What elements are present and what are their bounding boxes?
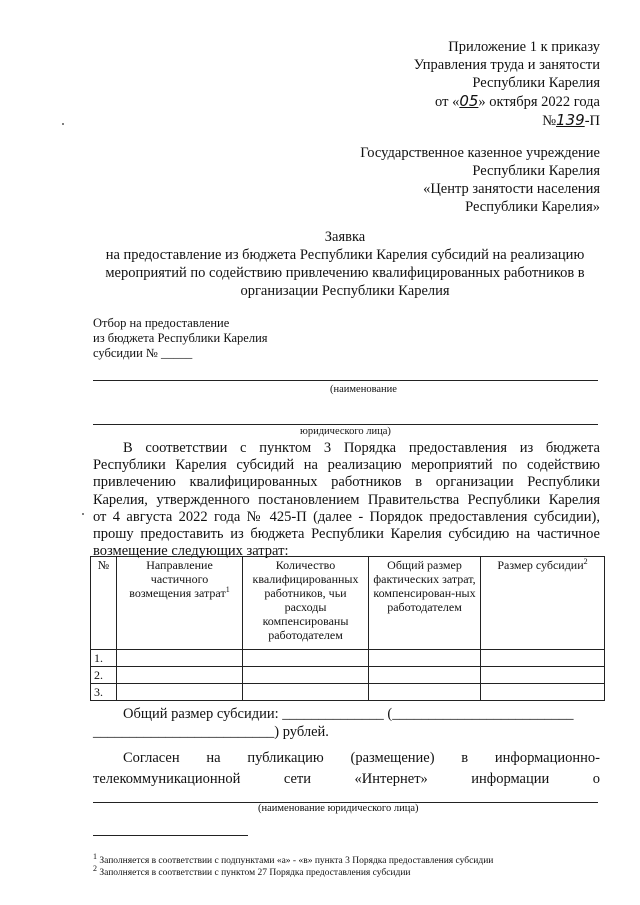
paragraph-line: от 4 августа 2022 года № 425-П (далее - Порядок предоставления субсидии), [93, 508, 600, 525]
table-cell[interactable] [243, 650, 369, 667]
paragraph-line: прошу предоставить из бюджета Республики Карелия субсидию на частичное [93, 526, 600, 543]
date-prefix: от « [435, 94, 460, 110]
consent-line-2: телекоммуникационной сети «Интернет» информации о [93, 771, 600, 787]
table-cell[interactable] [117, 650, 243, 667]
paragraph-line: привлечению квалифицированных работников в организации Республики [93, 474, 600, 491]
paragraph-line: Карелия, утвержденного постановлением Правительства Республики Карелия [93, 491, 600, 508]
request-paragraph [93, 440, 600, 560]
table-cell[interactable] [369, 684, 481, 701]
addressee-line-4: Республики Карелия» [465, 199, 600, 215]
order-appendix-header [414, 38, 600, 130]
name-underline-1 [93, 380, 598, 381]
footnote-1: $^1$ Заполняется в соответствии с подпунктами «а» - «в» пункта 3 Порядка предоставления субсидии [93, 851, 494, 866]
handwritten-number: 139 [556, 111, 585, 129]
table-cell[interactable] [117, 684, 243, 701]
order-date-line [414, 92, 600, 111]
handwritten-day: 05 [459, 92, 479, 110]
scan-speck [82, 513, 84, 515]
addressee-line-3: «Центр занятости населения [423, 181, 600, 197]
table-header-row [91, 557, 605, 650]
table-cell[interactable] [243, 684, 369, 701]
number-suffix: -П [584, 113, 600, 129]
table-cell[interactable] [243, 667, 369, 684]
selection-line-3: субсидии № _____ [93, 346, 193, 360]
title-word: Заявка [324, 229, 366, 245]
header-count: Количество квалифицированных работников, чьи расходы компенсированы работодателем [243, 557, 369, 650]
table-cell[interactable] [481, 650, 605, 667]
footnote-separator [93, 835, 248, 836]
appendix-line: Приложение 1 к приказу [448, 39, 600, 55]
selection-line-1: Отбор на предоставление [93, 316, 230, 330]
addressee-line-1: Государственное казенное учреждение [360, 145, 600, 161]
paragraph-line: В соответствии с пунктом 3 Порядка предоставления из бюджета [123, 440, 600, 456]
title-line-3: мероприятий по содействию привлечению квалифицированных работников в [105, 265, 585, 281]
name-underline-2 [93, 424, 598, 425]
addressee-line-2: Республики Карелия [472, 163, 600, 179]
paragraph-line: возмещение следующих затрат: [93, 543, 289, 560]
department-line: Управления труда и занятости [413, 57, 600, 73]
header-num: № [91, 557, 117, 650]
table-row [91, 684, 605, 701]
title-line-4: организации Республики Карелия [240, 283, 450, 299]
name-caption-1: (наименование [330, 384, 397, 395]
selection-block [93, 316, 268, 361]
footnotes-block [93, 851, 494, 879]
table-cell[interactable] [369, 667, 481, 684]
date-suffix: » октября 2022 года [478, 94, 600, 110]
table-cell[interactable] [481, 684, 605, 701]
legal-entity-caption: (наименование юридического лица) [258, 803, 419, 814]
row-number: 1. [91, 650, 117, 667]
table-row [91, 667, 605, 684]
row-number: 2. [91, 667, 117, 684]
expenses-table [90, 556, 605, 701]
addressee-block [360, 144, 600, 216]
row-number: 3. [91, 684, 117, 701]
table-row [91, 650, 605, 667]
title-line-2: на предоставление из бюджета Республики Карелия субсидий на реализацию [105, 247, 585, 263]
table-cell[interactable] [481, 667, 605, 684]
order-number-line [414, 111, 600, 130]
table-cell[interactable] [369, 650, 481, 667]
number-prefix: № [542, 113, 557, 129]
consent-line-1: Согласен на публикацию (размещение) в информационно- [123, 750, 600, 766]
selection-line-2: из бюджета Республики Карелия [93, 331, 268, 345]
header-amount: Размер субсидии$^2$ [481, 557, 605, 650]
table-cell[interactable] [117, 667, 243, 684]
paragraph-line: Республики Карелия субсидий на реализацию мероприятий по содействию [93, 457, 600, 474]
total-subsidy-line: Общий размер субсидии: ______________ (_________________________ [123, 706, 574, 722]
header-direction: Направление частичного возмещения затрат$^1$ [117, 557, 243, 650]
document-title [80, 228, 610, 300]
name-caption-2: юридического лица) [300, 426, 391, 437]
header-total: Общий размер фактических затрат, компенсирован-ных работодателем [369, 557, 481, 650]
consent-paragraph [93, 748, 600, 790]
footnote-2: $^2$ Заполняется в соответствии с пунктом 27 Порядка предоставления субсидии [93, 863, 411, 878]
scan-speck [62, 123, 64, 125]
republic-line: Республики Карелия [472, 75, 600, 91]
total-subsidy-rubles: _________________________) рублей. [93, 724, 329, 740]
